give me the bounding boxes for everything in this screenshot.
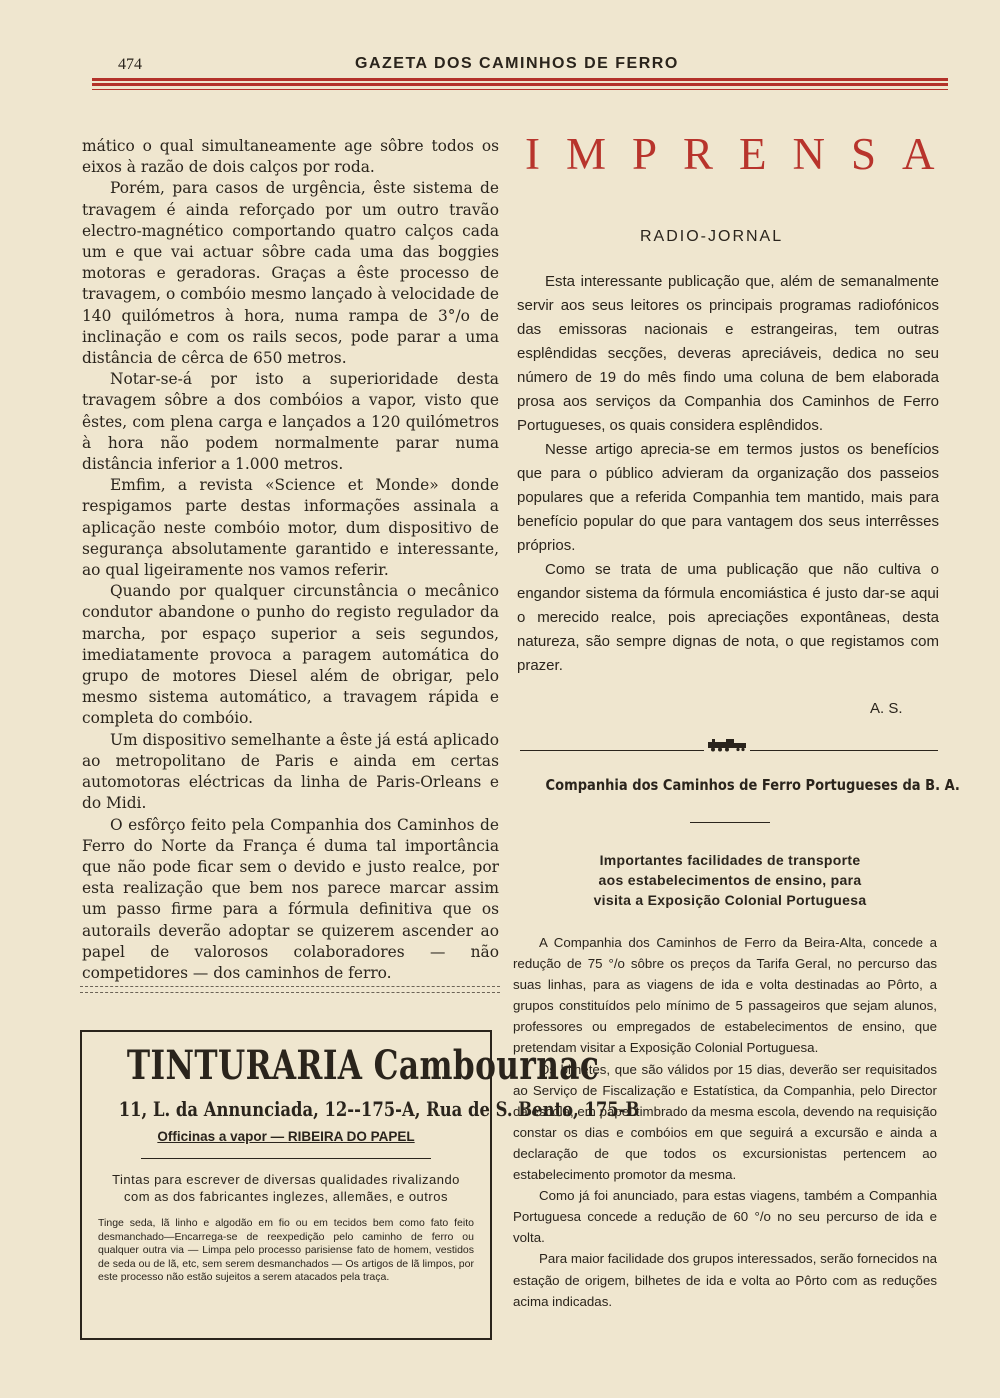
header-rule xyxy=(92,78,948,81)
left-column-article xyxy=(82,136,499,984)
article-paragraph: Nesse artigo aprecia-se em termos justos os benefícios que para o público advieram da organização dos passeios populares que a referida Companhia tem mantido, mais para benefício popular do que para vantagem dos seus interrêsses próprios. xyxy=(517,441,939,554)
section-divider xyxy=(750,750,938,751)
header-rule xyxy=(92,83,948,86)
article-paragraph: Como já foi anunciado, para estas viagens, também a Companhia Portuguesa concede a redução de 60 °/o no seu percurso de ida e volta. xyxy=(513,1188,937,1246)
article-paragraph: Os bilhetes, que são válidos por 15 dias, deverão ser requisitados ao Serviço de Fiscalização e Estatística, da Companhia, pelo Director da escola, em papel timbrado da mesma escola, devendo na requisição constar os dias e combóios em que seguirá a excursão e ainda a declaração de que todos os excursionistas pertencem ao estabelecimento promotor da mesma. xyxy=(513,1061,937,1183)
article-paragraph: Notar-se-á por isto a superioridade desta travagem sôbre a dos combóios a vapor, visto que êstes, com plena carga e lançados a 120 quilómetros à hora não podem normalmente parar numa distância inferior a 1.000 metros. xyxy=(82,370,499,474)
companhia-article xyxy=(513,932,937,1312)
ad-tinge-text: Tinge seda, lã linho e algodão em fio ou em tecidos bem como fato feito desmanchado—Encarrega-se de reexpedição pelo caminho de ferro ou qualquer outra via — Limpa pelo processo parisiense fato de homem, vestidos de seda ou de lã, etc, sem serem desmanchados — Os artigos de lã limpos, por este processo não estão sujeitos a serem atacados pela traça. xyxy=(98,1217,474,1284)
article-paragraph: Quando por qualquer circunstância o mecânico condutor abandone o punho do registo regulador da marcha, por espaço superior a seis segundos, imediatamente provoca a paragem automática do grupo de motores Diesel além de obrigar, pelo mesmo sistema automático, a travagem rápida e completa do combóio. xyxy=(82,582,499,728)
journal-title: GAZETA DOS CAMINHOS DE FERRO xyxy=(355,55,679,72)
section-heading-imprensa: IMPRENSA xyxy=(525,129,961,179)
article-paragraph: Um dispositivo semelhante a êste já está aplicado ao metropolitano de Paris e ainda em certas automotoras eléctricas da linha de Paris-Orleans e do Midi. xyxy=(82,730,499,813)
advertisement-box xyxy=(80,1030,640,1340)
imprensa-article xyxy=(517,270,939,678)
ad-address: 11, L. da Annunciada, 12--175-A, Rua de S. Bento, 175-B xyxy=(118,1097,640,1121)
section-divider xyxy=(80,986,500,987)
article-paragraph: Porém, para casos de urgência, êste sistema de travagem é ainda reforçado por um outro travão electro-magnético comportando quatro calços cada um e que vai actuar sôbre cada uma das boggies motoras e geradoras. Graças a êste processo de travagem, o combóio mesmo lançado à velocidade de 140 quilómetros à hora, numa rampa de 3°/o de inclinação e com os rails secos, pode parar a uma distância de cêrca de 650 metros. xyxy=(82,179,499,368)
section-divider xyxy=(80,992,500,993)
article-paragraph: Para maior facilidade dos grupos interessados, serão fornecidos na estação de origem, bilhetes de ida e volta ao Pôrto com as reduções acima indicadas. xyxy=(513,1251,937,1309)
header-rule xyxy=(92,89,948,90)
article-paragraph: Esta interessante publicação que, além de semanalmente servir aos seus leitores os principais programas radiofónicos das emissoras nacionais e estrangeiras, tem outras esplêndidas secções, deveras apreciáveis, dedica no seu número de 19 do mês findo uma coluna de bem elaborada prosa aos serviços da Companhia dos Caminhos de Ferro Portugueses, os quais considera esplêndidos. xyxy=(517,273,939,434)
subheading-line: visita a Exposição Colonial Portuguesa xyxy=(593,892,867,908)
article-heading: RADIO-JORNAL xyxy=(640,228,784,245)
ad-officinas-prefix: Officinas a vapor — xyxy=(157,1129,288,1144)
ad-officinas xyxy=(82,1129,490,1144)
article-paragraph: mático o qual simultaneamente age sôbre todos os eixos à razão de dois calços por roda. xyxy=(82,137,499,177)
locomotive-icon xyxy=(706,738,748,752)
ad-officinas-place: RIBEIRA DO PAPEL xyxy=(287,1129,415,1144)
article-paragraph: Emfim, a revista «Science et Monde» donde respigamos parte destas informações assinala a aplicação neste combóio motor, dum dispositivo de segurança absolutamente garantido e interessante, ao qual ligeiramente nos vamos referir. xyxy=(82,476,499,580)
ad-divider xyxy=(141,1158,431,1159)
page-number: 474 xyxy=(118,56,142,73)
article-paragraph: O esfôrço feito pela Companhia dos Caminhos de Ferro do Norte da França é duma tal importância que não pode ficar sem o devido e justo realce, por esta realização que bem nos parece marcar assim um passo firme para a fórmula definitiva que os autorails deverão adoptar se quizerem ascender ao papel de valorosos colaboradores — não competidores — dos caminhos de ferro. xyxy=(82,815,499,982)
section-divider xyxy=(520,750,704,751)
subheading-line: Importantes facilidades de transporte xyxy=(599,852,861,868)
article-signature: A. S. xyxy=(870,700,903,717)
article-subheading xyxy=(518,850,942,910)
article-heading: Companhia dos Caminhos de Ferro Portugueses da B. A. xyxy=(545,776,960,794)
subheading-line: aos estabelecimentos de ensino, para xyxy=(598,872,862,888)
article-paragraph: A Companhia dos Caminhos de Ferro da Beira-Alta, concede a redução de 75 °/o sôbre os preços da Tarifa Geral, no percurso das suas linhas, para as viagens de ida e volta destinadas ao Pôrto, a grupos constituídos pelo mínimo de 5 passageiros que sejam alunos, professores ou empregados de estabelecimentos de ensino, que pretendam visitar a Exposição Colonial Portuguesa. xyxy=(513,935,937,1056)
ad-tintas-text: Tintas para escrever de diversas qualidades rivalizando com as dos fabricantes inglezes, allemães, e outros xyxy=(112,1172,460,1204)
ad-title: TINTURARIA Cambournac xyxy=(126,1042,600,1089)
heading-rule xyxy=(690,822,770,823)
article-paragraph: Como se trata de uma publicação que não cultiva o engandor sistema da fórmula encomiástica é justo dar-se aqui o merecido realce, pois apreciações expontâneas, desta natureza, são sempre dignas de nota, o que registamos com prazer. xyxy=(517,561,939,674)
